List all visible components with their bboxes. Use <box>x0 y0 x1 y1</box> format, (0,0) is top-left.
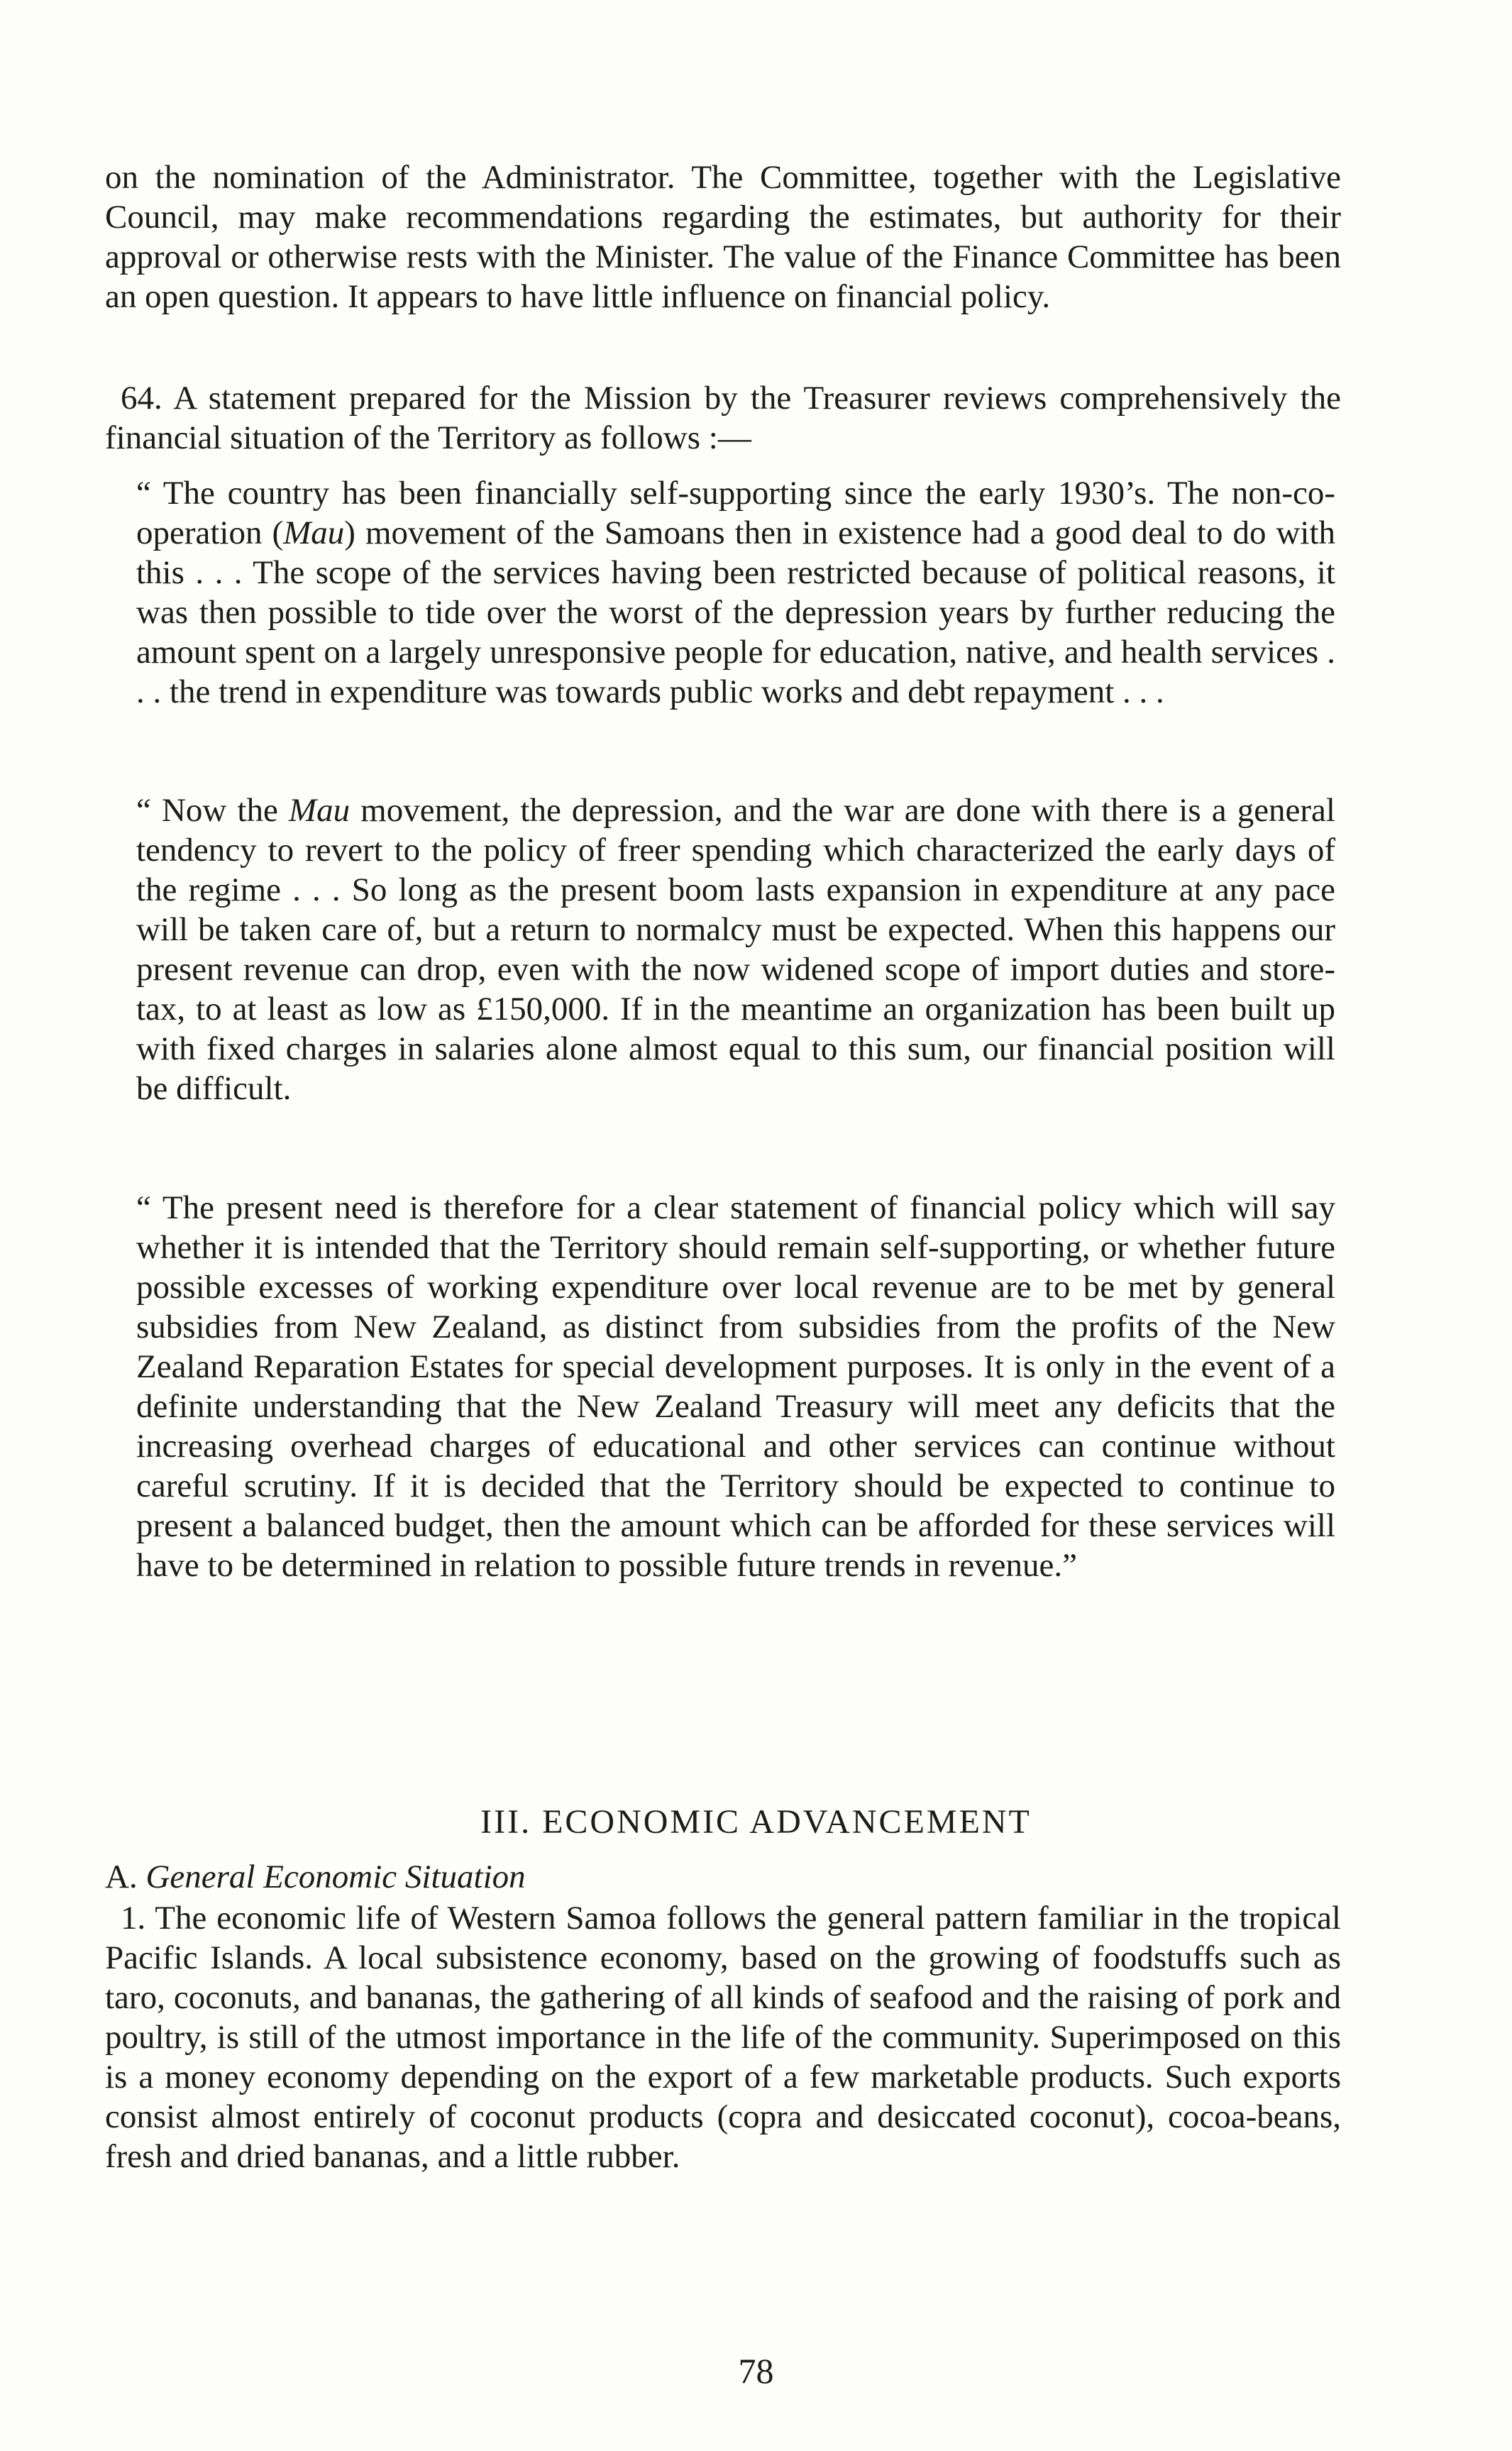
quote-1-text-a: “ The country has been financially self-supporting since the early 1930’s. The non-co-operation ( <box>136 475 1335 551</box>
paragraph-64: 64. A statement prepared for the Mission by the Treasurer reviews comprehensively the financial situation of the Territory as follows :— <box>105 380 1341 456</box>
quote-paragraph-1 <box>136 473 1335 712</box>
section-heading: III. ECONOMIC ADVANCEMENT <box>480 1803 1032 1841</box>
quote-paragraph-2 <box>136 791 1335 1108</box>
page-number: 78 <box>738 2351 774 2391</box>
quote-paragraph-3: “ The present need is therefore for a clear statement of financial policy which will say whether it is intended that the Territory should remain self-supporting, or whether future possible excesses of working expenditure over local revenue are to be met by general subsidies from New Zealand, as distinct from subsidies from the profits of the New Zealand Reparation Estates for special development purposes. It is only in the event of a definite understanding that the New Zealand Treasury will meet any deficits that the increasing overhead charges of educational and other services can continue without careful scrutiny. If it is decided that the Territory should be expected to continue to present a balanced budget, then the amount which can be afforded for these services will have to be determined in relation to possible future trends in revenue.” <box>136 1189 1335 1584</box>
paragraph-intro: on the nomination of the Administrator. The Committee, together with the Legislative Council, may make recommendations regarding the estimates, but authority for their approval or otherwise rests with the Minister. The value of the Finance Committee has been an open question. It appears to have little influence on financial policy. <box>105 159 1341 315</box>
quote-1-text-b: ) movement of the Samoans then in existence had a good deal to do with this . . . The scope of the services having been restricted because of political reasons, it was then possible to tide over the worst of the depression years by further reducing the amount spent on a largely unresponsive people for education, native, and health services . . . the trend in expenditure was towards public works and debt repayment . . . <box>136 514 1335 710</box>
quote-2-mau: Mau <box>288 792 351 829</box>
quote-1-mau: Mau <box>283 514 345 551</box>
quote-2-text-b: movement, the depression, and the war are done with there is a general tendency to revert to the policy of freer spending which characterized the early days of the regime . . . So long as the present boom lasts expansion in expenditure at any pace will be taken care of, but a return to normalcy must be expected. When this happens our present revenue can drop, even with the now widened scope of import duties and store-tax, to at least as low as £150,000. If in the meantime an organization has been built up with fixed charges in salaries alone almost equal to this sum, our financial position will be difficult. <box>136 792 1335 1107</box>
sub-heading-letter: A. <box>105 1858 138 1895</box>
paragraph-economic-1: 1. The economic life of Western Samoa follows the general pattern familiar in the tropical Pacific Islands. A local subsistence economy, based on the growing of foodstuffs such as taro, coconuts, and bananas, the gathering of all kinds of seafood and the raising of pork and poultry, is still of the utmost importance in the life of the community. Superimposed on this is a money economy depending on the export of a few marketable products. Such exports consist almost entirely of coconut products (copra and desiccated coconut), cocoa-beans, fresh and dried bananas, and a little rubber. <box>105 1900 1341 2175</box>
sub-heading-title: General Economic Situation <box>145 1858 526 1895</box>
quote-2-text-a: “ Now the <box>136 792 289 829</box>
sub-heading <box>105 1858 526 1896</box>
